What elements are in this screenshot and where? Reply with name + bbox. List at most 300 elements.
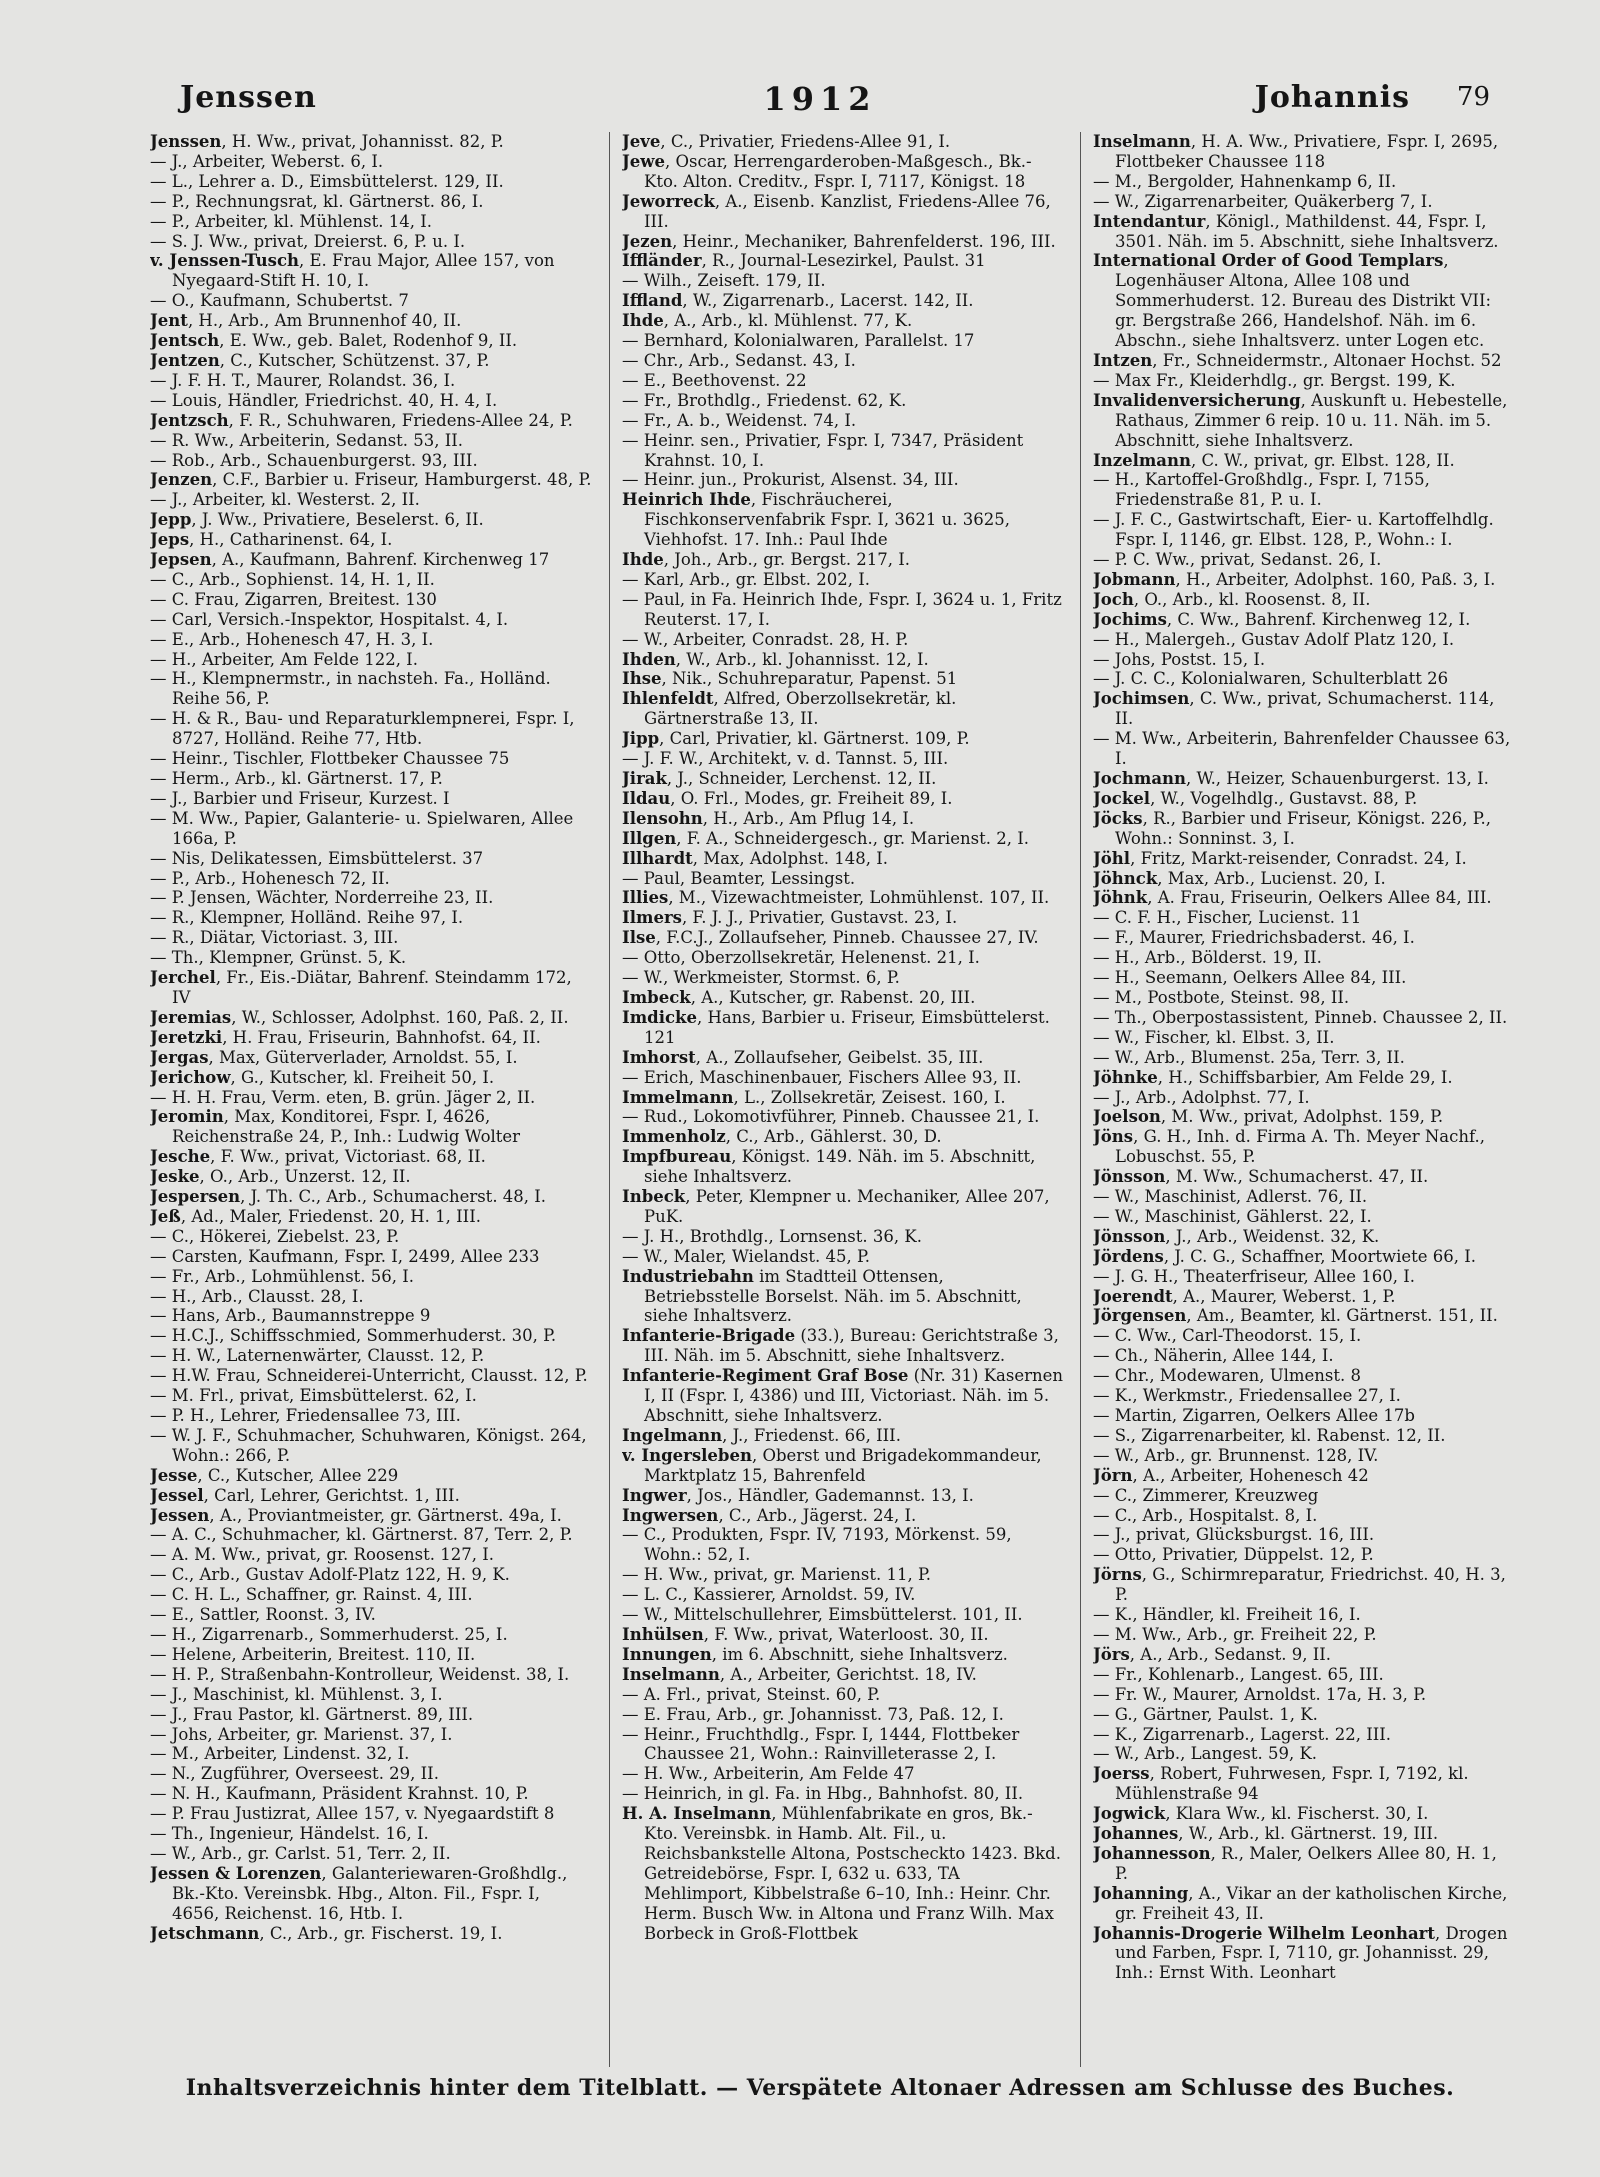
entry-details: , E. Frau Major, Allee 157, von Nyegaard-Stift H. 10, I. xyxy=(172,251,555,291)
directory-entry xyxy=(150,172,592,192)
entry-details: — M., Arbeiter, Lindenst. 32, I. xyxy=(150,1744,410,1764)
entry-details: , Fritz, Markt-reisender, Conradst. 24, I. xyxy=(1130,848,1467,868)
entry-details: — M., Bergolder, Hahnenkamp 6, II. xyxy=(1093,171,1397,191)
directory-entry xyxy=(622,271,1064,291)
directory-entry xyxy=(150,669,592,709)
directory-entry xyxy=(150,132,592,152)
directory-entry xyxy=(1093,351,1513,371)
entry-surname: Jent xyxy=(150,311,188,331)
directory-entry xyxy=(622,490,1064,550)
entry-details: , C., Arb., gr. Fischerst. 19, I. xyxy=(259,1923,503,1943)
entry-details: — J. C. C., Kolonialwaren, Schulterblatt 26 xyxy=(1093,669,1449,689)
entry-details: , Logenhäuser Altona, Allee 108 und Sommerhuderst. 12. Bureau des Distrikt VII: gr. Bergstraße 266, Handelshof. Näh. im 6. Abschn., siehe Inhaltsverz. unter Logen etc. xyxy=(1115,251,1492,351)
entry-surname: Joch xyxy=(1093,589,1134,609)
entry-details: — H., Zigarrenarb., Sommerhuderst. 25, I. xyxy=(150,1624,508,1644)
entry-details: , L., Zollsekretär, Zeisest. 160, I. xyxy=(733,1087,1006,1107)
entry-details: — Ch., Näherin, Allee 144, I. xyxy=(1093,1346,1334,1366)
directory-entry xyxy=(150,709,592,749)
entry-details: , Ad., Maler, Friedenst. 20, H. 1, III. xyxy=(180,1206,481,1226)
entry-details: , J., Friedenst. 66, III. xyxy=(722,1425,901,1445)
entry-surname: Joerss xyxy=(1093,1764,1150,1784)
directory-entry xyxy=(1093,212,1513,252)
entry-details: — Max Fr., Kleiderhdlg., gr. Bergst. 199, K. xyxy=(1093,370,1456,390)
directory-entry xyxy=(150,1048,592,1068)
entry-details: — W., Arb., Blumenst. 25a, Terr. 3, II. xyxy=(1093,1047,1405,1067)
entry-details: , Carl, Privatier, kl. Gärtnerst. 109, P. xyxy=(659,729,970,749)
entry-details: , Fischräucherei, Fischkonservenfabrik Fspr. I, 3621 u. 3625, Viehhofst. 17. Inh.: Paul Ihde xyxy=(644,490,1011,550)
entry-details: — Otto, Privatier, Düppelst. 12, P. xyxy=(1093,1545,1374,1565)
directory-entry xyxy=(1093,371,1513,391)
entry-details: — Hans, Arb., Baumannstreppe 9 xyxy=(150,1306,431,1326)
entry-details: — W., Arbeiter, Conradst. 28, H. P. xyxy=(622,629,909,649)
entry-surname: Illies xyxy=(622,888,669,908)
entry-details: — Karl, Arb., gr. Elbst. 202, I. xyxy=(622,569,871,589)
directory-entry xyxy=(1093,1506,1513,1526)
entry-details: — M. Ww., Arbeiterin, Bahrenfelder Chaussee 63, I. xyxy=(1093,729,1511,769)
entry-details: — W. J. F., Schuhmacher, Schuhwaren, Königst. 264, Wohn.: 266, P. xyxy=(150,1425,587,1465)
directory-entry xyxy=(622,1127,1064,1147)
column-2 xyxy=(622,132,1064,2067)
directory-entry xyxy=(622,829,1064,849)
entry-details: , J. Ww., Privatiere, Beselerst. 6, II. xyxy=(191,510,484,530)
directory-entry xyxy=(1093,669,1513,689)
directory-entry xyxy=(1093,928,1513,948)
entry-details: — Heinr. sen., Privatier, Fspr. I, 7347, Präsident Krahnst. 10, I. xyxy=(622,430,1024,470)
directory-entry xyxy=(1093,451,1513,471)
entry-details: — H., Arbeiter, Am Felde 122, I. xyxy=(150,649,418,669)
directory-entry xyxy=(1093,132,1513,172)
directory-entry xyxy=(150,1784,592,1804)
entry-details: — K., Zigarrenarb., Lagerst. 22, III. xyxy=(1093,1724,1392,1744)
directory-entry xyxy=(150,311,592,331)
entry-details: , F. R., Schuhwaren, Friedens-Allee 24, P. xyxy=(228,410,573,430)
directory-entry xyxy=(622,1446,1064,1486)
entry-details: — J. F. W., Architekt, v. d. Tannst. 5, III. xyxy=(622,749,949,769)
entry-surname: Invalidenversicherung xyxy=(1093,390,1301,410)
directory-entry xyxy=(1093,1406,1513,1426)
entry-details: — R., Diätar, Victoriast. 3, III. xyxy=(150,928,399,948)
directory-entry xyxy=(150,391,592,411)
directory-entry xyxy=(150,849,592,869)
entry-surname: Jessen & Lorenzen xyxy=(150,1863,322,1883)
entry-details: — H., Kartoffel-Großhdlg., Fspr. I, 7155, Friedenstraße 81, P. u. I. xyxy=(1093,470,1430,510)
directory-entry xyxy=(150,1008,592,1028)
entry-details: — Th., Klempner, Grünst. 5, K. xyxy=(150,948,407,968)
entry-surname: Jezen xyxy=(622,231,673,251)
entry-surname: Jönsson xyxy=(1093,1226,1166,1246)
directory-entry xyxy=(150,1844,592,1864)
directory-entry xyxy=(150,550,592,570)
directory-entry xyxy=(1093,1665,1513,1685)
entry-details: — G., Gärtner, Paulst. 1, K. xyxy=(1093,1704,1318,1724)
directory-entry xyxy=(622,470,1064,490)
entry-details: — J., Arbeiter, kl. Westerst. 2, II. xyxy=(150,490,420,510)
entry-surname: Ihlenfeldt xyxy=(622,689,714,709)
directory-entry xyxy=(622,948,1064,968)
entry-surname: Jöns xyxy=(1093,1127,1134,1147)
entry-surname: Jirak xyxy=(622,769,667,788)
entry-surname: Inselmann xyxy=(1093,132,1191,151)
entry-details: — H. H. Frau, Verm. eten, B. grün. Jäger 2, II. xyxy=(150,1087,536,1107)
entry-details: — M. Ww., Papier, Galanterie- u. Spielwaren, Allee 166a, P. xyxy=(150,808,574,848)
entry-details: , C.F., Barbier u. Friseur, Hamburgerst. 48, P. xyxy=(212,470,592,490)
entry-details: , C., Arb., Jägerst. 24, I. xyxy=(718,1505,917,1525)
entry-surname: Jergas xyxy=(150,1047,209,1067)
entry-surname: Ihden xyxy=(622,649,676,669)
directory-entry xyxy=(1093,610,1513,630)
directory-entry xyxy=(150,1326,592,1346)
directory-entry xyxy=(1093,1068,1513,1088)
directory-entry xyxy=(1093,1287,1513,1307)
entry-details: , C., Kutscher, Schützenst. 37, P. xyxy=(219,350,490,370)
directory-entry xyxy=(1093,689,1513,729)
directory-entry xyxy=(622,411,1064,431)
entry-surname: Jenzen xyxy=(150,470,213,490)
entry-surname: v. Jenssen-Tusch xyxy=(150,251,299,271)
entry-details: , W., Arb., kl. Gärtnerst. 19, III. xyxy=(1178,1824,1439,1844)
directory-entry xyxy=(1093,1685,1513,1705)
entry-details: — A. Frl., privat, Steinst. 60, P. xyxy=(622,1684,881,1704)
entry-details: — N., Zugführer, Overseest. 29, II. xyxy=(150,1764,439,1784)
directory-entry xyxy=(1093,1247,1513,1267)
directory-entry xyxy=(1093,1346,1513,1366)
directory-entry xyxy=(622,590,1064,630)
directory-entry xyxy=(622,431,1064,471)
entry-details: , Joh., Arb., gr. Bergst. 217, I. xyxy=(663,550,911,570)
entry-details: — C., Arb., Gustav Adolf-Platz 122, H. 9, K. xyxy=(150,1565,510,1585)
entry-details: — Rud., Lokomotivführer, Pinneb. Chaussee 21, I. xyxy=(622,1107,1040,1127)
directory-entry xyxy=(150,1764,592,1784)
entry-details: , C. W., privat, gr. Elbst. 128, II. xyxy=(1191,450,1455,470)
column-3 xyxy=(1093,132,1513,2067)
entry-details: , Carl, Lehrer, Gerichtst. 1, III. xyxy=(203,1485,460,1505)
entry-details: , F. Ww., privat, Waterloost. 30, II. xyxy=(703,1624,989,1644)
entry-details: , A., Arb., Sedanst. 9, II. xyxy=(1129,1644,1331,1664)
directory-entry xyxy=(1093,1366,1513,1386)
directory-entry xyxy=(150,1565,592,1585)
entry-details: — Th., Ingenieur, Händelst. 16, I. xyxy=(150,1824,429,1844)
entry-details: im Stadtteil Ottensen, Betriebsstelle Borselst. Näh. im 5. Abschnitt, siehe Inhaltsverz. xyxy=(644,1266,1022,1326)
page-header xyxy=(150,80,1490,130)
directory-entry xyxy=(150,869,592,889)
entry-details: — Chr., Arb., Sedanst. 43, I. xyxy=(622,350,856,370)
directory-entry xyxy=(622,132,1064,152)
directory-entry xyxy=(1093,630,1513,650)
directory-entry xyxy=(622,1506,1064,1526)
directory-entry xyxy=(622,1147,1064,1187)
directory-columns xyxy=(150,132,1511,2067)
entry-details: — J., Frau Pastor, kl. Gärtnerst. 89, III. xyxy=(150,1704,474,1724)
directory-entry xyxy=(1093,1884,1513,1924)
entry-details: , F. J. J., Privatier, Gustavst. 23, I. xyxy=(681,908,958,928)
entry-surname: Jochmann xyxy=(1093,769,1186,788)
entry-details: — Fr., Arb., Lohmühlenst. 56, I. xyxy=(150,1266,415,1286)
directory-entry xyxy=(150,1167,592,1187)
directory-entry xyxy=(150,1605,592,1625)
directory-entry xyxy=(150,610,592,630)
entry-surname: Jöhl xyxy=(1093,848,1131,868)
directory-entry xyxy=(1093,1545,1513,1565)
directory-entry xyxy=(150,331,592,351)
entry-details: , R., Journal-Lesezirkel, Paulst. 31 xyxy=(701,251,986,271)
entry-details: — N. H., Kaufmann, Präsident Krahnst. 10, P. xyxy=(150,1784,529,1804)
directory-entry xyxy=(1093,809,1513,849)
entry-details: — J. F. C., Gastwirtschaft, Eier- u. Kartoffelhdlg. Fspr. I, 1146, gr. Elbst. 128, P., Wohn.: I. xyxy=(1093,510,1494,550)
directory-entry xyxy=(1093,470,1513,510)
entry-surname: Jönsson xyxy=(1093,1167,1166,1187)
directory-entry xyxy=(150,1864,592,1924)
entry-details: — Heinr. jun., Prokurist, Alsenst. 34, III. xyxy=(622,470,959,490)
entry-details: , H., Schiffsbarbier, Am Felde 29, I. xyxy=(1157,1067,1453,1087)
entry-details: — H. Ww., privat, gr. Marienst. 11, P. xyxy=(622,1565,931,1585)
directory-entry xyxy=(150,1466,592,1486)
directory-entry xyxy=(150,212,592,232)
directory-entry xyxy=(1093,1107,1513,1127)
entry-surname: Infanterie-Regiment Graf Bose xyxy=(622,1366,909,1386)
entry-details: — Helene, Arbeiterin, Breitest. 110, II. xyxy=(150,1644,476,1664)
entry-details: — H., Malergeh., Gustav Adolf Platz 120, I. xyxy=(1093,629,1455,649)
entry-details: — Johs, Arbeiter, gr. Marienst. 37, I. xyxy=(150,1724,453,1744)
entry-surname: Inbeck xyxy=(622,1187,686,1207)
entry-details: — H. P., Straßenbahn-Kontrolleur, Weidenst. 38, I. xyxy=(150,1664,570,1684)
entry-details: — J., Barbier und Friseur, Kurzest. I xyxy=(150,788,450,808)
entry-details: , F. Ww., privat, Victoriast. 68, II. xyxy=(210,1147,486,1167)
directory-entry xyxy=(1093,1207,1513,1227)
entry-details: , Klara Ww., kl. Fischerst. 30, I. xyxy=(1165,1804,1429,1824)
entry-details: , A. Frau, Friseurin, Oelkers Allee 84, III. xyxy=(1147,888,1492,908)
directory-entry xyxy=(622,371,1064,391)
directory-entry xyxy=(150,1705,592,1725)
directory-entry xyxy=(1093,1705,1513,1725)
directory-entry xyxy=(150,1267,592,1287)
entry-details: , R., Barbier und Friseur, Königst. 226, P., Wohn.: Sonninst. 3, I. xyxy=(1115,808,1492,848)
entry-surname: Illgen xyxy=(622,828,677,848)
entry-details: , Max, Güterverlader, Arnoldst. 55, I. xyxy=(208,1047,518,1067)
entry-details: , Fr., Eis.-Diätar, Bahrenf. Steindamm 172, IV xyxy=(172,968,572,1007)
entry-surname: Jesche xyxy=(150,1147,211,1167)
entry-details: , Oscar, Herrengarderoben-Maßgesch., Bk.-Kto. Alton. Creditv., Fspr. I, 7117, Königst. 18 xyxy=(644,151,1032,191)
entry-surname: Ingwer xyxy=(622,1485,687,1505)
directory-entry xyxy=(622,789,1064,809)
entry-surname: Jessen xyxy=(150,1505,210,1525)
directory-entry xyxy=(150,948,592,968)
entry-details: , O., Arb., Unzerst. 12, II. xyxy=(199,1167,411,1187)
entry-details: , H., Arbeiter, Adolphst. 160, Paß. 3, I. xyxy=(1175,569,1496,589)
directory-entry xyxy=(150,1068,592,1088)
entry-surname: Inhülsen xyxy=(622,1624,704,1644)
entry-details: — M. Frl., privat, Eimsbüttelerst. 62, I. xyxy=(150,1386,477,1406)
directory-entry xyxy=(622,391,1064,411)
entry-details: — W., Arb., gr. Brunnenst. 128, IV. xyxy=(1093,1445,1379,1465)
entry-details: , C. Ww., privat, Schumacherst. 114, II. xyxy=(1115,689,1495,729)
directory-entry xyxy=(150,1506,592,1526)
directory-entry xyxy=(622,152,1064,192)
directory-entry xyxy=(150,1287,592,1307)
entry-details: , W., Zigarrenarb., Lacerst. 142, II. xyxy=(682,291,974,311)
directory-entry xyxy=(622,769,1064,789)
entry-details: — C., Arb., Sophienst. 14, H. 1, II. xyxy=(150,569,435,589)
column-rule xyxy=(609,132,610,2067)
directory-entry xyxy=(150,1207,592,1227)
entry-surname: Heinrich Ihde xyxy=(622,490,751,510)
entry-details: — J. G. H., Theaterfriseur, Allee 160, I. xyxy=(1093,1266,1415,1286)
entry-surname: Johannesson xyxy=(1093,1843,1211,1863)
entry-details: — C., Hökerei, Ziebelst. 23, P. xyxy=(150,1226,400,1246)
entry-details: , Königl., Mathildenst. 44, Fspr. I, 3501. Näh. im 5. Abschnitt, siehe Inhaltsverz. xyxy=(1115,211,1499,251)
entry-details: — H., Arb., Clausst. 28, I. xyxy=(150,1286,364,1306)
directory-entry xyxy=(1093,1167,1513,1187)
directory-entry xyxy=(1093,1326,1513,1346)
directory-entry xyxy=(1093,1187,1513,1207)
entry-details: — W., Werkmeister, Stormst. 6, P. xyxy=(622,968,900,988)
directory-entry xyxy=(622,888,1064,908)
entry-details: , O. Frl., Modes, gr. Freiheit 89, I. xyxy=(670,788,953,808)
directory-entry xyxy=(1093,1744,1513,1764)
directory-entry xyxy=(150,1545,592,1565)
directory-entry xyxy=(622,1068,1064,1088)
directory-entry xyxy=(150,1804,592,1824)
entry-surname: Ingwersen xyxy=(622,1505,719,1525)
entry-details: — C., Arb., Hospitalst. 8, I. xyxy=(1093,1505,1318,1525)
entry-surname: Jessel xyxy=(150,1485,204,1505)
entry-details: , A., Kutscher, gr. Rabenst. 20, III. xyxy=(690,987,976,1007)
directory-entry xyxy=(1093,1844,1513,1884)
entry-surname: Jeps xyxy=(150,530,190,550)
directory-entry xyxy=(1093,1088,1513,1108)
entry-details: — Paul, in Fa. Heinrich Ihde, Fspr. I, 3624 u. 1, Fritz Reuterst. 17, I. xyxy=(622,589,1062,629)
entry-surname: Jetschmann xyxy=(150,1923,260,1943)
running-head-left: Jenssen xyxy=(180,80,317,115)
entry-surname: Jerchel xyxy=(150,968,216,988)
entry-surname: Jepp xyxy=(150,510,192,530)
directory-entry xyxy=(622,1008,1064,1048)
entry-details: — P., Arb., Hohenesch 72, II. xyxy=(150,868,390,888)
entry-surname: Intzen xyxy=(1093,350,1153,370)
entry-surname: Jentzsch xyxy=(150,410,229,430)
entry-surname: Jeworreck xyxy=(622,191,715,211)
entry-details: — W., Mittelschullehrer, Eimsbüttelerst. 101, II. xyxy=(622,1605,1023,1625)
directory-entry xyxy=(622,869,1064,889)
entry-details: — E., Arb., Hohenesch 47, H. 3, I. xyxy=(150,629,434,649)
entry-surname: Jeromin xyxy=(150,1107,224,1127)
directory-entry xyxy=(150,1406,592,1426)
directory-entry xyxy=(622,550,1064,570)
directory-entry xyxy=(150,1426,592,1466)
entry-details: , C., Privatier, Friedens-Allee 91, I. xyxy=(660,132,951,151)
entry-surname: Jörs xyxy=(1093,1644,1130,1664)
entry-details: — Rob., Arb., Schauenburgerst. 93, III. xyxy=(150,450,478,470)
entry-surname: International Order of Good Templars xyxy=(1093,251,1444,271)
entry-details: — Wilh., Zeiseft. 179, II. xyxy=(622,271,826,291)
entry-details: , F. A., Schneidergesch., gr. Marienst. 2, I. xyxy=(676,828,1030,848)
directory-entry xyxy=(622,669,1064,689)
directory-entry xyxy=(150,1645,592,1665)
page-footer-note: Inhaltsverzeichnis hinter dem Titelblatt. — Verspätete Altonaer Adressen am Schlusse des Buches. xyxy=(185,2075,1455,2101)
entry-details: , Max, Arb., Lucienst. 20, I. xyxy=(1157,868,1386,888)
directory-entry xyxy=(622,1665,1064,1685)
directory-entry xyxy=(1093,789,1513,809)
directory-entry xyxy=(622,1585,1064,1605)
entry-details: — C., Zimmerer, Kreuzweg xyxy=(1093,1485,1319,1505)
entry-details: — P., Arbeiter, kl. Mühlenst. 14, I. xyxy=(150,211,433,231)
entry-details: , G. H., Inh. d. Firma A. Th. Meyer Nachf., Lobuschst. 55, P. xyxy=(1115,1127,1486,1167)
entry-surname: Jeretzki xyxy=(150,1027,223,1047)
entry-surname: Jeremias xyxy=(150,1007,232,1027)
directory-entry xyxy=(1093,1028,1513,1048)
entry-details: — E. Frau, Arb., gr. Johannisst. 73, Paß. 12, I. xyxy=(622,1704,1004,1724)
entry-details: — Otto, Oberzollsekretär, Helenenst. 21, I. xyxy=(622,948,980,968)
directory-entry xyxy=(150,769,592,789)
directory-entry xyxy=(1093,1804,1513,1824)
directory-entry xyxy=(622,1685,1064,1705)
entry-surname: Ilmers xyxy=(622,908,682,928)
directory-entry xyxy=(622,1645,1064,1665)
entry-surname: Ildau xyxy=(622,788,671,808)
directory-entry xyxy=(1093,1227,1513,1247)
entry-details: — M., Postbote, Steinst. 98, II. xyxy=(1093,987,1350,1007)
entry-details: — Fr. W., Maurer, Arnoldst. 17a, H. 3, P. xyxy=(1093,1684,1427,1704)
entry-details: , Galanteriewaren-Großhdlg., Bk.-Kto. Vereinsbk. Hbg., Alton. Fil., Fspr. I, 4656, Reichenst. 16, Htb. I. xyxy=(172,1863,568,1923)
entry-surname: Jöhnke xyxy=(1093,1067,1158,1087)
entry-surname: Ihde xyxy=(622,311,664,331)
entry-details: , Am., Beamter, kl. Gärtnerst. 151, II. xyxy=(1186,1306,1498,1326)
directory-entry xyxy=(1093,1486,1513,1506)
directory-entry xyxy=(1093,1725,1513,1745)
directory-entry xyxy=(1093,1466,1513,1486)
entry-details: — A. M. Ww., privat, gr. Roosenst. 127, I. xyxy=(150,1545,495,1565)
entry-details: — F., Maurer, Friedrichsbaderst. 46, I. xyxy=(1093,928,1415,948)
entry-details: — Erich, Maschinenbauer, Fischers Allee 93, II. xyxy=(622,1067,1022,1087)
directory-entry xyxy=(622,908,1064,928)
entry-details: — O., Kaufmann, Schubertst. 7 xyxy=(150,291,409,311)
directory-entry xyxy=(150,490,592,510)
entry-details: — R., Klempner, Holländ. Reihe 97, I. xyxy=(150,908,464,928)
entry-details: , Hans, Barbier u. Friseur, Eimsbüttelerst. 121 xyxy=(644,1007,1050,1047)
directory-entry xyxy=(1093,1446,1513,1466)
entry-details: , C., Arb., Gählerst. 30, D. xyxy=(725,1127,942,1147)
entry-surname: Impfbureau xyxy=(622,1147,732,1167)
directory-entry xyxy=(150,1824,592,1844)
directory-entry xyxy=(150,1725,592,1745)
entry-surname: Jipp xyxy=(622,729,660,749)
entry-details: , Mühlenfabrikate en gros, Bk.-Kto. Vereinsbk. in Hamb. Alt. Fil., u. Reichsbankstelle Altona, Postscheckto 1423. Bkd. Getreidebörse, Fspr. I, 632 u. 633, TA Mehlimport, Kibbelstraße 6–10, Inh.: Heinr. Chr. Herm. Busch Ww. in Altona und Franz Wilh. Max Borbeck in Groß-Flottbek xyxy=(644,1804,1061,1943)
entry-surname: Jobmann xyxy=(1093,569,1176,589)
directory-entry xyxy=(1093,172,1513,192)
entry-surname: Industriebahn xyxy=(622,1266,754,1286)
entry-details: , Königst. 149. Näh. im 5. Abschnitt, siehe Inhaltsverz. xyxy=(644,1147,1036,1187)
directory-entry xyxy=(622,331,1064,351)
directory-entry xyxy=(622,1107,1064,1127)
directory-entry xyxy=(622,1048,1064,1068)
entry-details: — Fr., Kohlenarb., Langest. 65, III. xyxy=(1093,1664,1384,1684)
directory-entry xyxy=(622,1486,1064,1506)
entry-details: — J., privat, Glücksburgst. 16, III. xyxy=(1093,1525,1375,1545)
directory-entry xyxy=(150,789,592,809)
directory-entry xyxy=(150,411,592,431)
directory-entry xyxy=(150,1585,592,1605)
entry-details: — A. C., Schuhmacher, kl. Gärtnerst. 87, Terr. 2, P. xyxy=(150,1525,573,1545)
directory-entry xyxy=(622,570,1064,590)
directory-entry xyxy=(1093,1525,1513,1545)
entry-details: — Herm., Arb., kl. Gärtnerst. 17, P. xyxy=(150,769,443,788)
directory-entry xyxy=(150,470,592,490)
directory-entry xyxy=(1093,968,1513,988)
entry-details: , M. Ww., Schumacherst. 47, II. xyxy=(1165,1167,1429,1187)
entry-details: (33.), Bureau: Gerichtstraße 3, III. Näh. im 5. Abschnitt, siehe Inhaltsverz. xyxy=(644,1326,1059,1366)
directory-entry xyxy=(1093,650,1513,670)
entry-surname: Immenholz xyxy=(622,1127,726,1147)
running-head-right: Johannis xyxy=(1254,80,1410,115)
